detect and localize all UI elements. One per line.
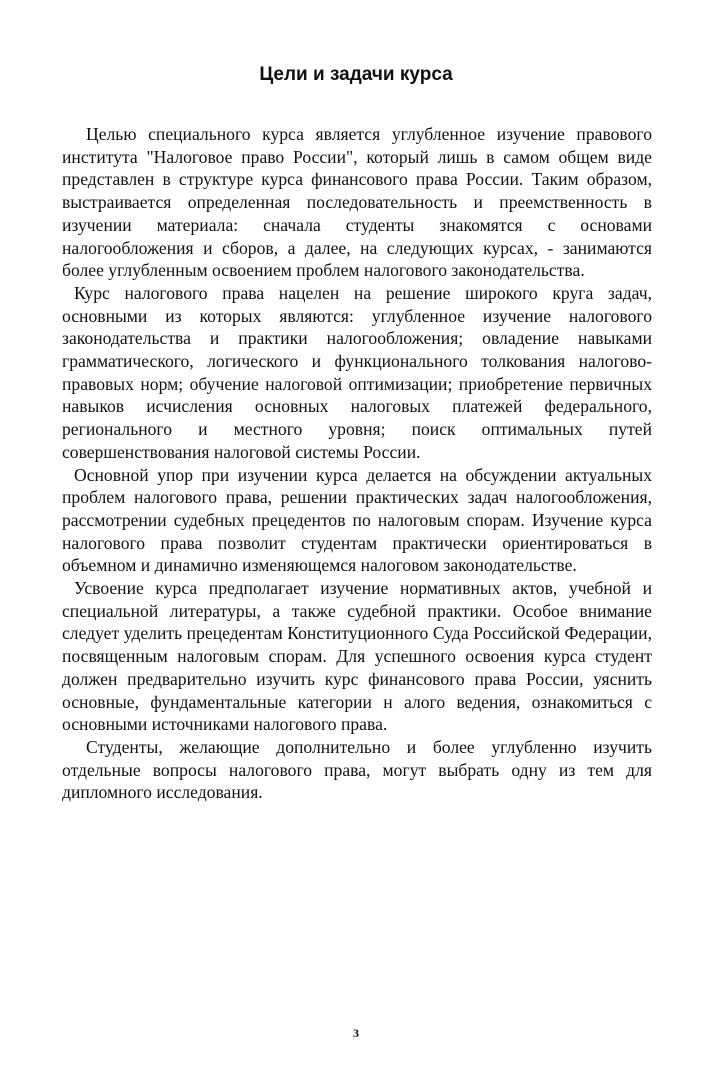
paragraph-2: Курс налогового права нацелен на решение широкого круга задач, основными из которых являются: углубленное изучение налогового законодательства и практики налогообложения; овладение навыками грамматического, логического и функционального толкования налогово-правовых норм; обучение налоговой оптимизации; приобретение первичных навыков исчисления основных налоговых платежей федерального, регионального и местного уровня; поиск оптимальных путей совершенствования налоговой системы России. — [62, 282, 652, 462]
document-body — [62, 123, 652, 804]
paragraph-3: Основной упор при изучении курса делается на обсуждении актуальных проблем налогового права, решении практических задач налогообложения, рассмотрении судебных прецедентов по налоговым спорам. Изучение курса налогового права позволит студентам практически ориентироваться в объемном и динамично изменяющемся налоговом законодательстве. — [62, 464, 652, 576]
paragraph-4: Усвоение курса предполагает изучение нормативных актов, учебной и специальной литературы, а также судебной практики. Особое внимание следует уделить прецедентам Конституционного Суда Российской Федерации, посвященным налоговым спорам. Для успешного освоения курса студент должен предварительно изучить курс финансового права России, уяснить основные, фундаментальные категории н алого ведения, ознакомиться с основными источниками налогового права. — [62, 578, 652, 735]
paragraph-5: Студенты, желающие дополнительно и более углубленно изучить отдельные вопросы налогового права, могут выбрать одну из тем для дипломного исследования. — [62, 736, 652, 803]
page-number: 3 — [353, 1026, 359, 1040]
page-title: Цели и задачи курса — [259, 64, 453, 85]
paragraph-1: Целью специального курса является углубленное изучение правового института "Налоговое право России", который лишь в самом общем виде представлен в структуре курса финансового права России. Таким образом, выстраивается определенная последовательность и преемственность в изучении материала: сначала студенты знакомятся с основами налогообложения и сборов, а далее, на следующих курсах, - занимаются более углубленным освоением проблем налогового законодательства. — [62, 124, 652, 281]
